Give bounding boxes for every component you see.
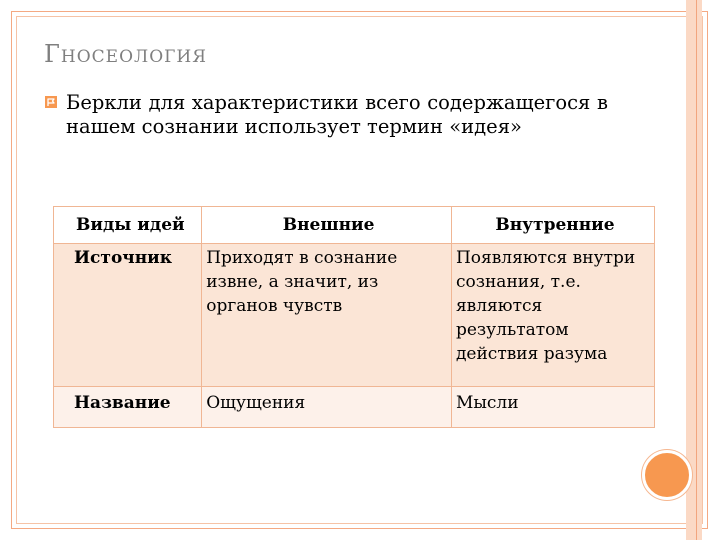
bullet-text: Беркли для характеристики всего содержащегося в нашем сознании использует термин «идея» xyxy=(66,91,608,138)
header-external: Внешние xyxy=(202,207,452,244)
header-idea-types: Виды идей xyxy=(54,207,202,244)
decorative-circle xyxy=(642,450,692,500)
table-row-name xyxy=(54,387,655,428)
decorative-edge-line xyxy=(696,0,697,540)
cell-name-external: Ощущения xyxy=(202,387,452,428)
cell-name-internal: Мысли xyxy=(451,387,654,428)
cell-source-internal: Появляются внутри сознания, т.е. являются результатом действия разума xyxy=(451,244,654,387)
table-header-row xyxy=(54,207,655,244)
row-label-source: Источник xyxy=(54,244,202,387)
ideas-table xyxy=(53,206,655,428)
cell-source-external: Приходят в сознание извне, а значит, из органов чувств xyxy=(202,244,452,387)
header-internal: Внутренние xyxy=(451,207,654,244)
table-row-source xyxy=(54,244,655,387)
row-label-name: Название xyxy=(54,387,202,428)
decorative-edge-strip xyxy=(686,0,702,540)
slide-title: Гносеология xyxy=(44,40,207,68)
flag-bullet-icon xyxy=(45,96,57,108)
